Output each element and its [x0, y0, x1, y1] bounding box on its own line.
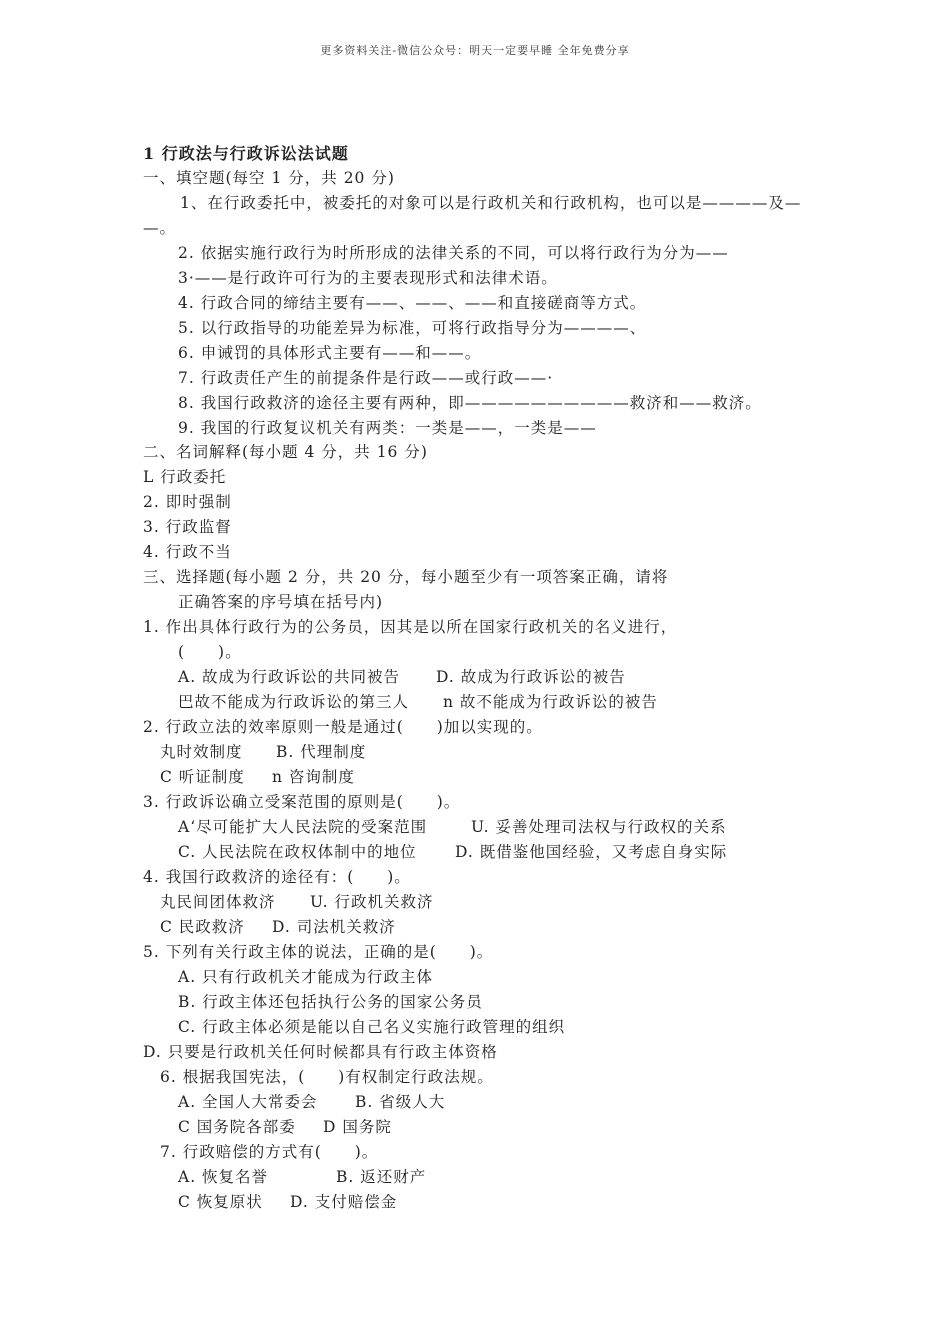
q7-option-b: B. 返还财产: [336, 1168, 427, 1186]
fill-question-4: 4. 行政合同的缔结主要有——、——、——和直接磋商等方式。: [178, 294, 647, 312]
q5-option-d: D. 只要是行政机关任何时候都具有行政主体资格: [143, 1043, 498, 1061]
q2-option-b: B. 代理制度: [276, 743, 367, 761]
term-3: 3. 行政监督: [143, 518, 232, 536]
choice-question-1-blank: ( )。: [178, 643, 242, 661]
fill-question-3: 3·——是行政许可行为的主要表现形式和法律术语。: [178, 269, 558, 287]
choice-question-7: 7. 行政赔偿的方式有( )。: [160, 1143, 379, 1161]
q7-option-a: A. 恢复名誉: [178, 1168, 269, 1186]
q1-option-b: D. 故成为行政诉讼的被告: [436, 668, 626, 686]
q3-option-c: C. 人民法院在政权体制中的地位: [178, 843, 417, 861]
q1-option-c: 巴故不能成为行政诉讼的第三人: [178, 693, 410, 711]
q1-option-a: A. 故成为行政诉讼的共同被告: [178, 668, 401, 686]
q5-option-b: B. 行政主体还包括执行公务的国家公务员: [178, 993, 483, 1011]
fill-question-5: 5. 以行政指导的功能差异为标准，可将行政指导分为————、: [178, 319, 647, 337]
section-2-heading: 二、名词解释(每小题 4 分，共 16 分): [143, 443, 428, 461]
term-4: 4. 行政不当: [143, 543, 232, 561]
fill-question-1: 1、在行政委托中，被委托的对象可以是行政机关和行政机构，也可以是————及—: [180, 194, 802, 212]
q5-option-c: C. 行政主体必须是能以自己名义实施行政管理的组织: [178, 1018, 566, 1036]
q4-option-c: C 民政救济: [160, 918, 245, 936]
choice-question-3: 3. 行政诉讼确立受案范围的原则是( )。: [143, 793, 461, 811]
q4-option-b: U. 行政机关救济: [310, 893, 434, 911]
fill-question-9: 9. 我国的行政复议机关有两类：一类是——，一类是——: [178, 419, 597, 437]
choice-question-5: 5. 下列有关行政主体的说法，正确的是( )。: [143, 943, 494, 961]
q6-option-a: A. 全国人大常委会: [178, 1093, 318, 1111]
document-title: 1 行政法与行政诉讼法试题: [143, 144, 349, 163]
choice-question-6: 6. 根据我国宪法，( )有权制定行政法规。: [160, 1068, 494, 1086]
section-1-heading: 一、填空题(每空 1 分，共 20 分): [143, 169, 395, 187]
q4-option-a: 丸民间团体救济: [160, 893, 276, 911]
term-2: 2. 即时强制: [143, 493, 232, 511]
q3-option-d: D. 既借鉴他国经验，又考虑自身实际: [455, 843, 728, 861]
page-header: 更多资料关注-微信公众号：明天一定要早睡 全年免费分享: [320, 44, 630, 57]
q2-option-a: 丸时效制度: [160, 743, 243, 761]
q4-option-d: D. 司法机关救济: [272, 918, 396, 936]
term-1: L 行政委托: [143, 468, 227, 486]
section-3-heading-cont: 正确答案的序号填在括号内): [178, 593, 384, 611]
q3-option-a: A‘尽可能扩大人民法院的受案范围: [178, 818, 428, 836]
q6-option-c: C 国务院各部委: [178, 1118, 296, 1136]
q2-option-c: C 听证制度: [160, 768, 245, 786]
fill-question-1-cont: —。: [143, 219, 177, 237]
fill-question-2: 2. 依据实施行政行为时所形成的法律关系的不同，可以将行政行为分为——: [178, 244, 729, 262]
q1-option-d: n 故不能成为行政诉讼的被告: [443, 693, 658, 711]
choice-question-1: 1. 作出具体行政行为的公务员，因其是以所在国家行政机关的名义进行，: [143, 618, 678, 636]
q7-option-d: D. 支付赔偿金: [290, 1193, 398, 1211]
choice-question-2: 2. 行政立法的效率原则一般是通过( )加以实现的。: [143, 718, 543, 736]
fill-question-7: 7. 行政责任产生的前提条件是行政——或行政——·: [178, 369, 554, 387]
q7-option-c: C 恢复原状: [178, 1193, 263, 1211]
q6-option-d: D 国务院: [323, 1118, 392, 1136]
section-3-heading: 三、选择题(每小题 2 分，共 20 分，每小题至少有一项答案正确，请将: [143, 568, 669, 586]
fill-question-8: 8. 我国行政救济的途径主要有两种，即——————————救济和——救济。: [178, 394, 762, 412]
q3-option-b: U. 妥善处理司法权与行政权的关系: [471, 818, 727, 836]
q5-option-a: A. 只有行政机关才能成为行政主体: [178, 968, 434, 986]
fill-question-6: 6. 申诫罚的具体形式主要有——和——。: [178, 344, 482, 362]
choice-question-4: 4. 我国行政救济的途径有：( )。: [143, 868, 411, 886]
q6-option-b: B. 省级人大: [355, 1093, 446, 1111]
q2-option-d: n 咨询制度: [272, 768, 355, 786]
